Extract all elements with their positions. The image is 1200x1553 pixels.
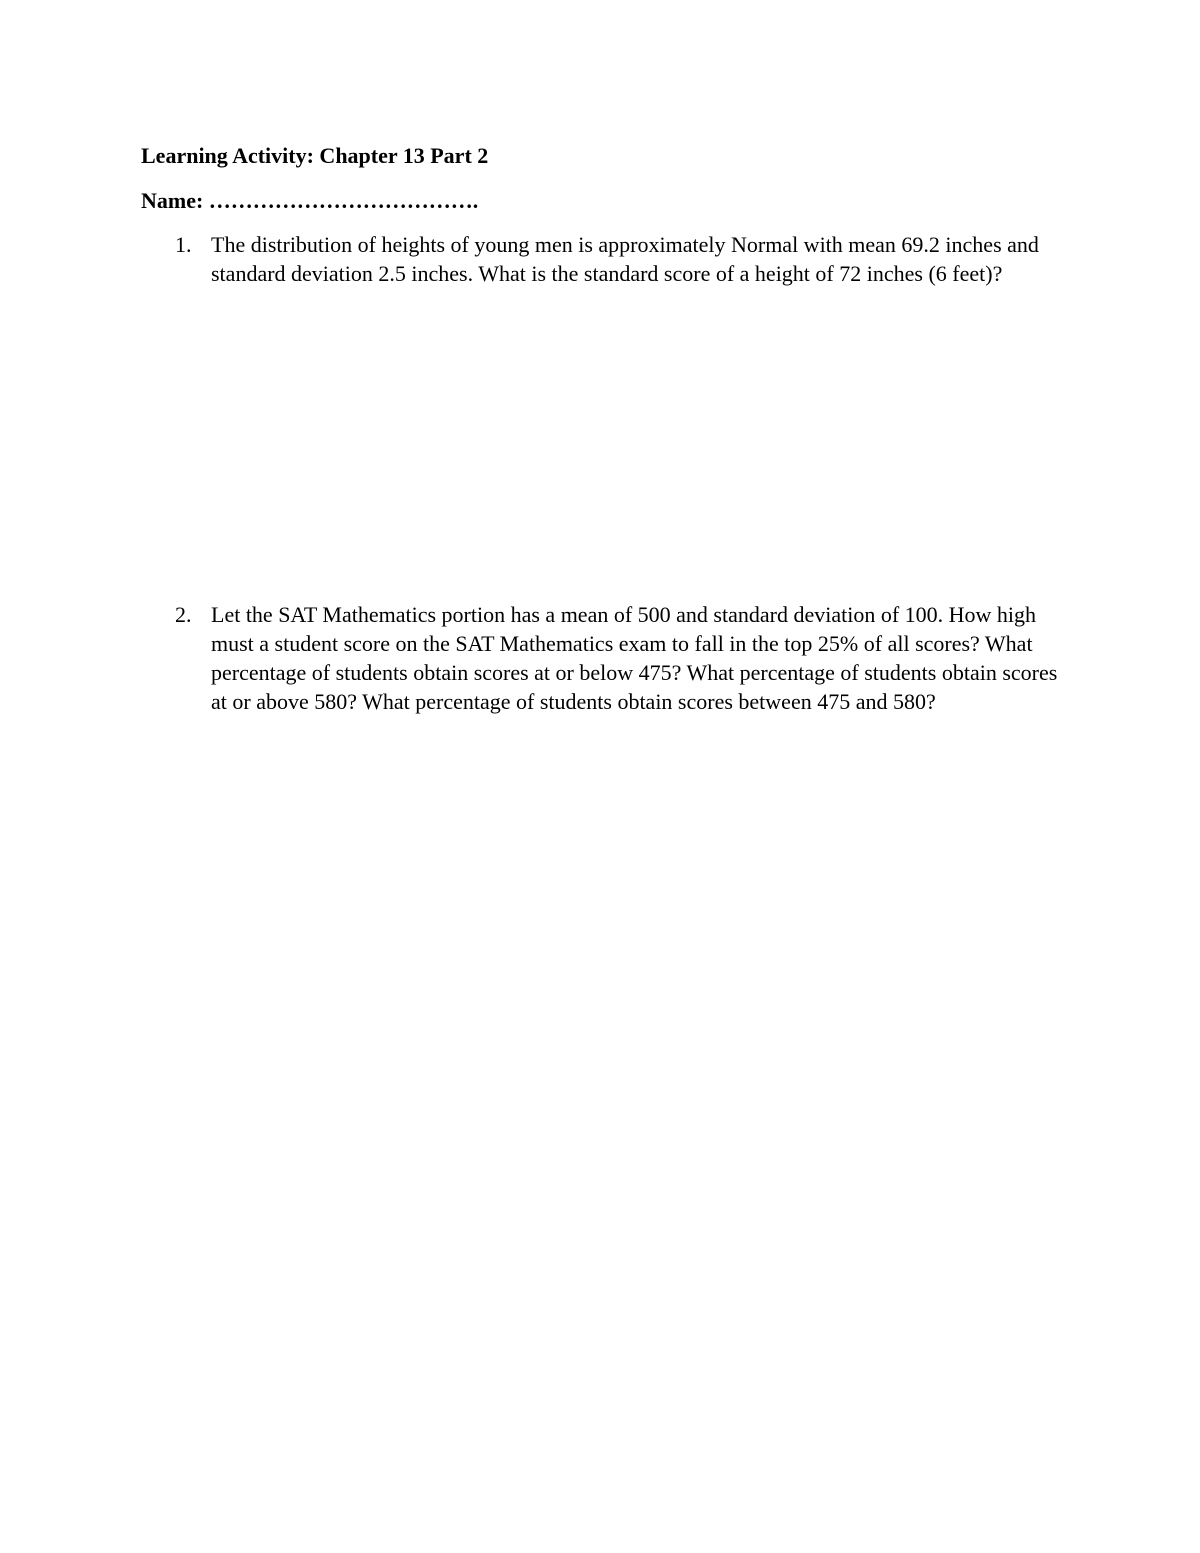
question-text: The distribution of heights of young men is approximately Normal with mean 69.2 inches and standard deviation 2.5 inches. What is the standard score of a height of 72 inches (6 feet)? <box>211 232 1039 286</box>
document-title: Learning Activity: Chapter 13 Part 2 <box>141 143 489 168</box>
question-text: Let the SAT Mathematics portion has a mean of 500 and standard deviation of 100. How high must a student score on the SAT Mathematics exam to fall in the top 25% of all scores? What percentage of students obtain scores at or below 475? What percentage of students obtain scores at or above 580? What percentage of students obtain scores between 475 and 580? <box>211 602 1058 714</box>
question-number: 1. <box>175 232 192 257</box>
name-field-label: Name: ………………………………. <box>141 188 479 213</box>
question-number: 2. <box>175 602 192 627</box>
